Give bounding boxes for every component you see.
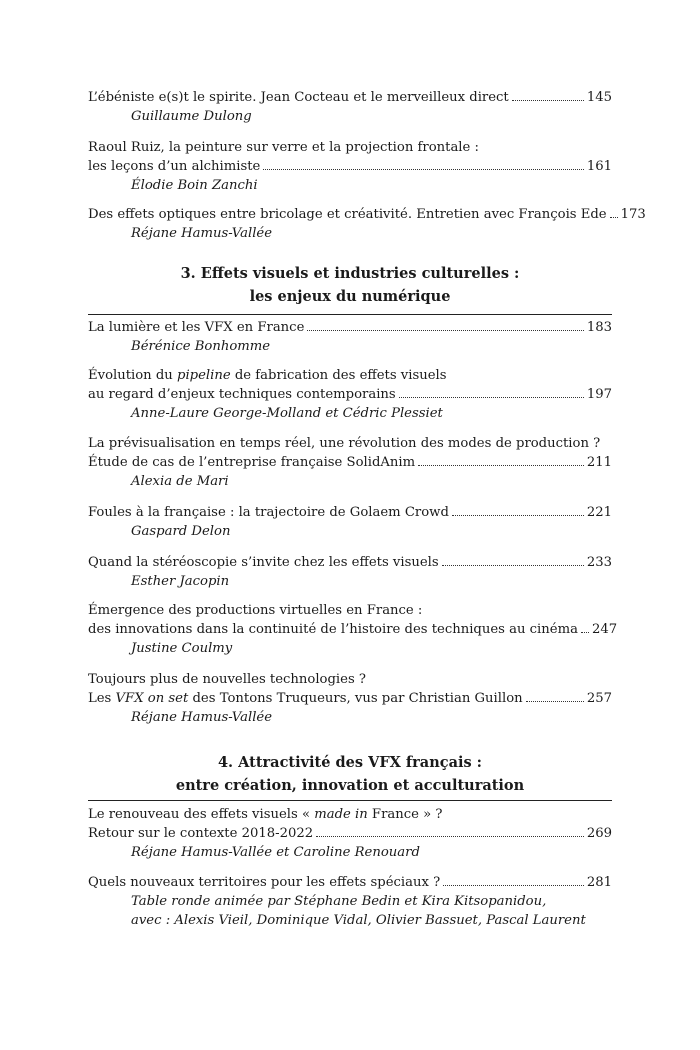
entry-title: Des effets optiques entre bricolage et créativité. Entretien avec François Ede [88,207,607,222]
entry-title-line [88,434,612,453]
section-heading-line: les enjeux du numérique [249,288,451,305]
entry-author: Réjane Hamus-Vallée et Caroline Renouard [131,845,420,860]
entry-title: Raoul Ruiz, la peinture sur verre et la projection frontale : [88,140,479,155]
entry-title: Quand la stéréoscopie s’invite chez les effets visuels [88,555,439,570]
dot-leader [610,217,618,218]
page-number: 221 [586,505,612,520]
toc-entry[interactable] [88,503,612,541]
entry-title-line [88,205,646,224]
entry-title: Étude de cas de l’entreprise française SolidAnim [88,455,416,470]
page-number: 145 [586,90,612,105]
page-number: 247 [591,622,618,637]
dot-leader [316,836,584,837]
entry-author: Réjane Hamus-Vallée [131,710,273,725]
entry-author: Gaspard Delon [131,524,231,539]
page-number: 233 [586,555,612,570]
entry-author: Table ronde animée par Stéphane Bedin et Kira Kitsopanidou, [131,894,547,909]
toc-entry[interactable] [88,366,612,423]
entry-title: Les VFX on set des Tontons Truqueurs, vus par Christian Guillon [88,691,523,706]
section-heading [88,262,612,308]
dot-leader [442,565,584,566]
entry-title: des innovations dans la continuité de l’histoire des techniques au cinéma [88,622,578,637]
section-heading-line: 4. Attractivité des VFX français : [217,754,483,771]
page-number: 257 [586,691,612,706]
entry-title: L’ébéniste e(s)t le spirite. Jean Cocteau et le merveilleux direct [88,90,509,105]
toc-entry[interactable] [88,601,618,658]
section-heading-line: 3. Effets visuels et industries culturelles : [180,265,520,282]
entry-author: Bérénice Bonhomme [131,339,271,354]
entry-title: Foules à la française : la trajectoire de Golaem Crowd [88,505,449,520]
section-heading [88,751,612,797]
entry-title: Toujours plus de nouvelles technologies ? [88,672,366,687]
entry-title-line [88,385,612,404]
italic-term: pipeline [177,368,231,383]
page-number: 211 [586,455,612,470]
entry-author: Guillaume Dulong [131,109,252,124]
page-number: 161 [586,159,612,174]
entry-author: Alexia de Mari [131,474,229,489]
entry-title-line [88,88,612,107]
entry-title-line [88,670,612,689]
entry-title-line [88,805,612,824]
toc-entry[interactable] [88,873,612,930]
entry-title: Évolution du pipeline de fabrication des effets visuels [88,368,447,383]
entry-author: avec : Alexis Vieil, Dominique Vidal, Olivier Bassuet, Pascal Laurent [131,913,586,928]
section-divider [88,800,612,801]
page-number: 173 [620,207,646,222]
entry-title-line [88,873,612,892]
entry-author: Anne-Laure George-Molland et Cédric Plessiet [131,406,443,421]
page-number: 183 [586,320,612,335]
dot-leader [399,397,584,398]
entry-title-line [88,366,612,385]
entry-title-line [88,553,612,572]
toc-entry[interactable] [88,553,612,591]
toc-entry[interactable] [88,670,612,727]
entry-title: au regard d’enjeux techniques contemporains [88,387,396,402]
entry-title: Le renouveau des effets visuels « made in France » ? [88,807,443,822]
dot-leader [581,632,589,633]
dot-leader [307,330,583,331]
toc-entry[interactable] [88,434,612,491]
entry-title-line [88,689,612,708]
entry-title: les leçons d’un alchimiste [88,159,261,174]
page-number: 281 [586,875,612,890]
toc-entry[interactable] [88,318,612,356]
entry-author: Réjane Hamus-Vallée [131,226,273,241]
entry-title-line [88,620,618,639]
entry-title-line [88,601,612,620]
entry-author: Justine Coulmy [131,641,233,656]
dot-leader [263,169,583,170]
entry-title-line [88,318,612,337]
section-heading-line: entre création, innovation et acculturation [175,777,525,794]
toc-entry[interactable] [88,805,612,862]
entry-title-line [88,824,612,843]
entry-title-line [88,157,612,176]
toc-entry[interactable] [88,138,612,195]
entry-title-line [88,138,612,157]
entry-title: La lumière et les VFX en France [88,320,305,335]
section-divider [88,314,612,315]
entry-title-line [88,503,612,522]
italic-term: VFX on set [115,691,189,706]
dot-leader [418,465,584,466]
toc-entry[interactable] [88,205,646,243]
dot-leader [452,515,584,516]
italic-term: made in [314,807,368,822]
dot-leader [512,100,584,101]
entry-author: Élodie Boin Zanchi [131,178,258,193]
entry-title-line [88,453,612,472]
page-number: 197 [586,387,612,402]
entry-title: Retour sur le contexte 2018-2022 [88,826,314,841]
entry-title: Émergence des productions virtuelles en France : [88,603,423,618]
dot-leader [443,885,584,886]
entry-title: La prévisualisation en temps réel, une révolution des modes de production ? [88,436,601,451]
entry-author: Esther Jacopin [131,574,230,589]
toc-entry[interactable] [88,88,612,126]
dot-leader [526,701,584,702]
entry-title: Quels nouveaux territoires pour les effets spéciaux ? [88,875,441,890]
page-number: 269 [586,826,612,841]
